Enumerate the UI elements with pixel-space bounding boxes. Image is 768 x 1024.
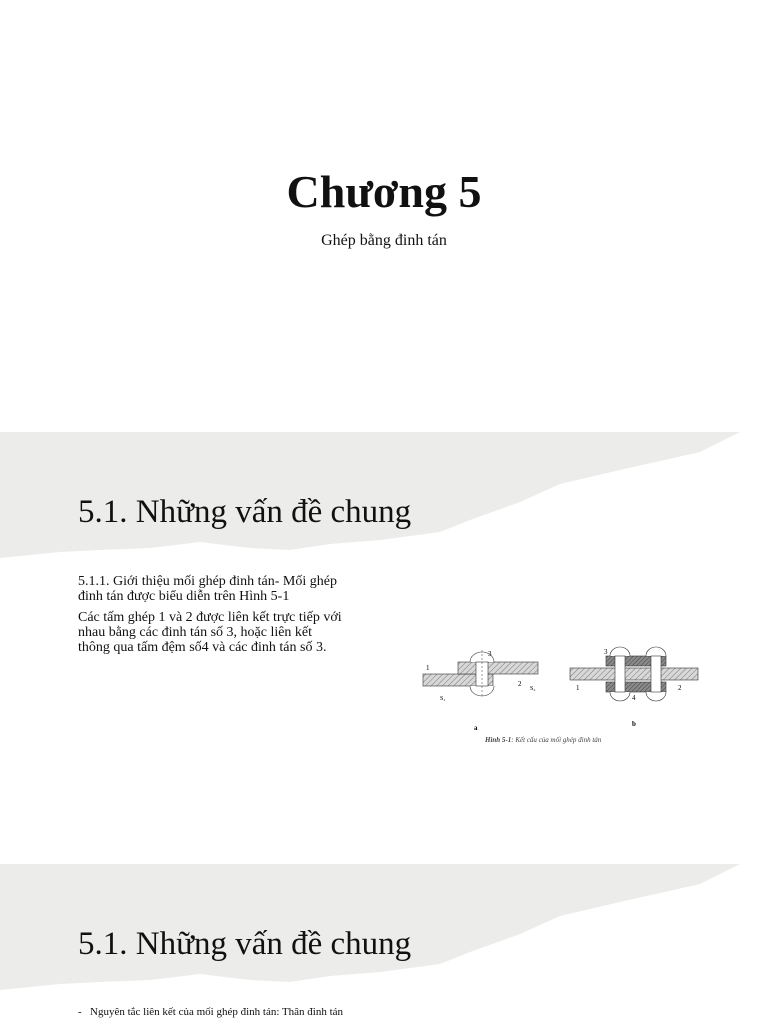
chapter-title: Chương 5 — [286, 166, 482, 217]
figure-b-label: b — [632, 720, 636, 728]
section-heading: 5.1. Những vấn đề chung — [78, 494, 412, 530]
figure-caption-prefix: Hình 5-1 — [485, 736, 512, 744]
svg-text:S₁: S₁ — [440, 696, 446, 702]
figure-a — [423, 650, 538, 732]
svg-text:1: 1 — [576, 684, 580, 692]
svg-text:3: 3 — [488, 650, 492, 658]
section-heading: 5.1. Những vấn đề chung — [78, 926, 412, 962]
paragraph-plates: Các tấm ghép 1 và 2 được liên kết trực tiếp với nhau bằng các đinh tán số 3, hoặc liên kết thông qua tấm đệm số4 và các đinh tán số 3. — [78, 610, 342, 655]
chapter-subtitle: Ghép bằng đinh tán — [321, 232, 447, 249]
intro-text — [78, 574, 346, 661]
figure-a-label: a — [474, 724, 478, 732]
svg-text:S₂: S₂ — [530, 686, 536, 692]
svg-text:3: 3 — [604, 648, 608, 656]
figure-caption-text: : Kết cấu của mối ghép đinh tán — [511, 736, 602, 744]
bullet-text: Nguyên tắc liên kết của mối ghép đinh tán: Thân đinh tán — [90, 1006, 344, 1018]
figure-b — [570, 647, 698, 728]
svg-text:2: 2 — [678, 684, 682, 692]
slide-section-principle — [0, 864, 768, 1024]
figure-caption — [485, 736, 601, 744]
svg-text:2: 2 — [518, 680, 522, 688]
svg-text:4: 4 — [632, 694, 636, 702]
bullet-dash: - — [78, 1006, 82, 1018]
paragraph-intro: 5.1.1. Giới thiệu mối ghép đinh tán- Mối ghép đinh tán được biểu diễn trên Hình 5-1 — [78, 574, 337, 604]
bullet-item — [78, 1006, 398, 1018]
slide-title — [0, 0, 768, 432]
svg-text:1: 1 — [426, 664, 430, 672]
slide-section-intro — [0, 432, 768, 864]
